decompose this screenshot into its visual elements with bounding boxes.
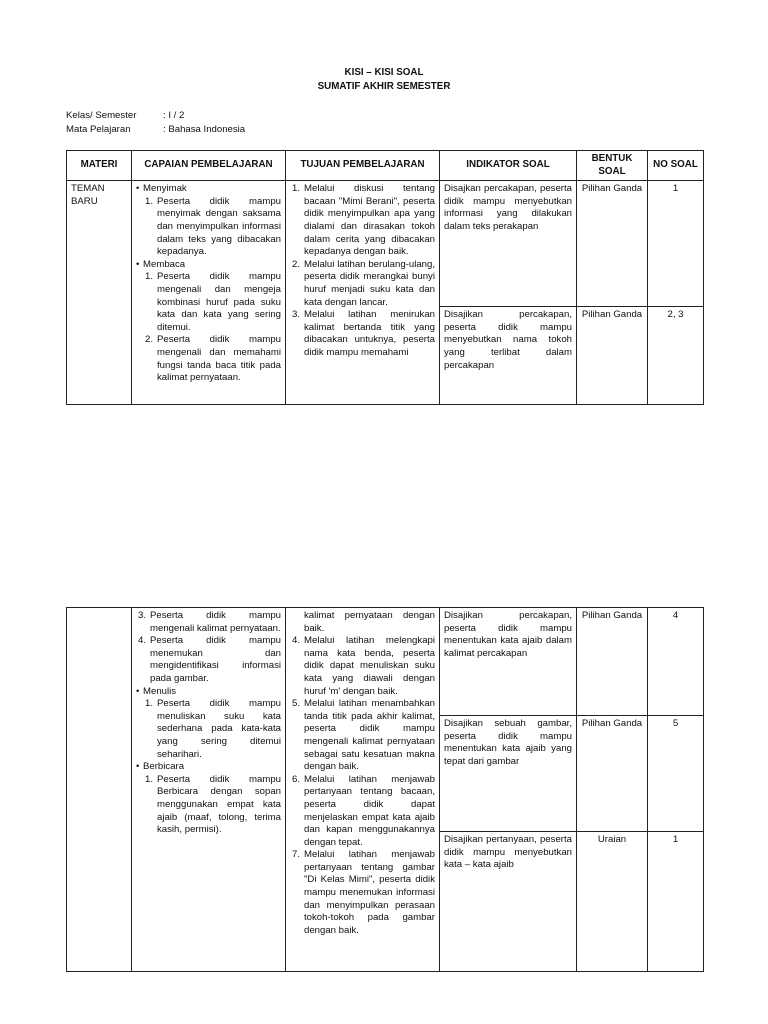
capaian-item — [143, 334, 281, 384]
item-number: 1. — [292, 183, 301, 195]
item-text: Peserta didik mampu Berbicara dengan sopan menggunakan empat kata ajaib (maaf, tolong, terima kasih, permisi). — [157, 773, 281, 836]
kisi-table-page-2 — [66, 607, 704, 972]
item-text: Melalui latihan menjawab pertanyaan tentang bacaan, peserta didik dapat menjelaskan empat kata ajaib dan kapan menggunakannya dengan tepat. — [304, 773, 435, 848]
bentuk-cell: Pilihan Ganda — [577, 608, 648, 716]
header-tujuan: TUJUAN PEMBELAJARAN — [286, 151, 440, 181]
item-text: Peserta didik mampu mengenali dan mengeja kombinasi huruf pada suku kata dan kata yang sering ditemui. — [157, 271, 281, 333]
item-text: Peserta didik mampu menemukan dan mengidentifikasi informasi pada gambar. — [150, 635, 281, 684]
item-text: Peserta didik mampu menuliskan suku kata sederhana pada kata-kata yang sering ditemui seharihari. — [157, 698, 281, 760]
item-number: 7. — [292, 849, 301, 861]
item-number: 3. — [138, 610, 147, 621]
indikator-cell: Disajikan pertanyaan, peserta didik mampu menyebutkan kata – kata ajaib — [440, 832, 577, 972]
item-number: 1. — [145, 773, 154, 785]
capaian-group-label: Membaca — [143, 258, 186, 270]
capaian-item — [143, 698, 281, 761]
tujuan-cell — [286, 608, 440, 972]
item-number: 1. — [145, 195, 154, 207]
capaian-item — [143, 271, 281, 334]
item-number: 2. — [292, 258, 301, 270]
no-soal-cell: 2, 3 — [648, 307, 704, 405]
indikator-cell: Disajikan percakapan, peserta didik mampu menentukan kata ajaib dalam kalimat percakapan — [440, 608, 577, 716]
item-text: Melalui latihan menambahkan tanda titik pada akhir kalimat, peserta didik mampu mengenali kalimat pernyataan sebagai satu kesatuan makna dengan baik. — [304, 698, 435, 773]
bentuk-cell: Pilihan Ganda — [577, 307, 648, 405]
item-text: Peserta didik mampu menyimak dengan saksama dan menyimpulkan informasi dalam teks yang dibacakan kepadanya. — [157, 195, 281, 258]
kelas-value: : I / 2 — [163, 110, 185, 121]
capaian-item — [136, 635, 281, 685]
tujuan-item — [290, 309, 435, 359]
capaian-item — [143, 774, 281, 837]
item-text: Peserta didik mampu mengenali kalimat pernyataan. — [150, 610, 281, 634]
tujuan-item — [290, 774, 435, 850]
capaian-group — [136, 183, 281, 259]
no-soal-cell: 1 — [648, 832, 704, 972]
item-number: 4. — [292, 635, 301, 647]
header-indikator: INDIKATOR SOAL — [440, 151, 577, 181]
capaian-item — [143, 196, 281, 259]
item-text: Peserta didik mampu mengenali dan memahami fungsi tanda baca titik pada kalimat pernyataan. — [157, 334, 281, 384]
item-text: Melalui diskusi tentang bacaan "Mimi Berani", peserta didik menyimpulkan apa yang dialami dan dirasakan tokoh dalam cerita yang dibacakan kepadanya dengan baik. — [304, 183, 435, 258]
bentuk-cell: Pilihan Ganda — [577, 716, 648, 832]
capaian-cell — [132, 608, 286, 972]
tujuan-item — [290, 259, 435, 309]
item-number: 4. — [138, 635, 147, 647]
capaian-group-label: Menyimak — [143, 183, 187, 195]
item-number: 1. — [145, 271, 154, 283]
tujuan-cell — [286, 181, 440, 405]
header-bentuk: BENTUK SOAL — [577, 151, 648, 181]
item-text: Melalui latihan berulang-ulang, peserta didik merangkai bunyi huruf menjadi suku kata dan kata dengan lancar. — [304, 258, 435, 308]
header-materi: MATERI — [67, 151, 132, 181]
document-title: KISI – KISI SOAL — [344, 67, 424, 78]
tujuan-item — [290, 635, 435, 698]
no-soal-cell: 4 — [648, 608, 704, 716]
tujuan-item — [290, 698, 435, 774]
item-text: Melalui latihan menjawab pertanyaan tentang gambar "Di Kelas Mimi", peserta didik mampu menemukan informasi dan menyimpulkan perasaan tokoh-tokoh pada gambar dengan baik. — [304, 849, 435, 936]
tujuan-item — [290, 183, 435, 259]
tujuan-item — [290, 849, 435, 937]
tujuan-continuation: kalimat pernyataan dengan baik. — [304, 610, 435, 634]
item-text: Melalui latihan melengkapi nama kata benda, peserta didik dapat menuliskan suku kata yang diawali dengan huruf 'm' dengan baik. — [304, 635, 435, 697]
item-number: 2. — [145, 334, 154, 346]
header-no-soal: NO SOAL — [648, 151, 704, 181]
mapel-value: : Bahasa Indonesia — [163, 124, 246, 135]
capaian-group-label: Berbicara — [143, 761, 185, 773]
indikator-cell: Disajikan sebuah gambar, peserta didik mampu menentukan kata ajaib yang tepat dari gambar — [440, 716, 577, 832]
materi-cell: TEMAN BARU — [67, 181, 132, 405]
item-text: Melalui latihan menirukan kalimat bertanda titik yang dibacakan untuknya, peserta didik mampu memahami — [304, 309, 435, 358]
capaian-item — [136, 610, 281, 635]
item-number: 1. — [145, 698, 154, 710]
capaian-group — [136, 686, 281, 762]
item-number: 6. — [292, 773, 301, 785]
kelas-label: Kelas/ Semester — [66, 110, 137, 121]
no-soal-cell: 5 — [648, 716, 704, 832]
item-number: 3. — [292, 309, 301, 321]
indikator-cell: Disajkan percakapan, peserta didik mampu menyebutkan informasi yang dilakukan dalam teks perakapan — [440, 181, 577, 307]
document-subtitle: SUMATIF AKHIR SEMESTER — [317, 81, 451, 92]
header-capaian: CAPAIAN PEMBELAJARAN — [132, 151, 286, 181]
item-number: 5. — [292, 698, 301, 710]
capaian-group — [136, 259, 281, 385]
mapel-label: Mata Pelajaran — [66, 124, 131, 135]
no-soal-cell: 1 — [648, 181, 704, 307]
materi-cell-empty — [67, 608, 132, 972]
kisi-table-page-1 — [66, 150, 704, 405]
capaian-group — [136, 761, 281, 837]
capaian-group-label: Menulis — [143, 685, 177, 697]
bentuk-cell: Uraian — [577, 832, 648, 972]
bentuk-cell: Pilihan Ganda — [577, 181, 648, 307]
capaian-cell — [132, 181, 286, 405]
indikator-cell: Disajikan percakapan, peserta didik mampu menyebutkan nama tokoh yang terlibat dalam percakapan — [440, 307, 577, 405]
